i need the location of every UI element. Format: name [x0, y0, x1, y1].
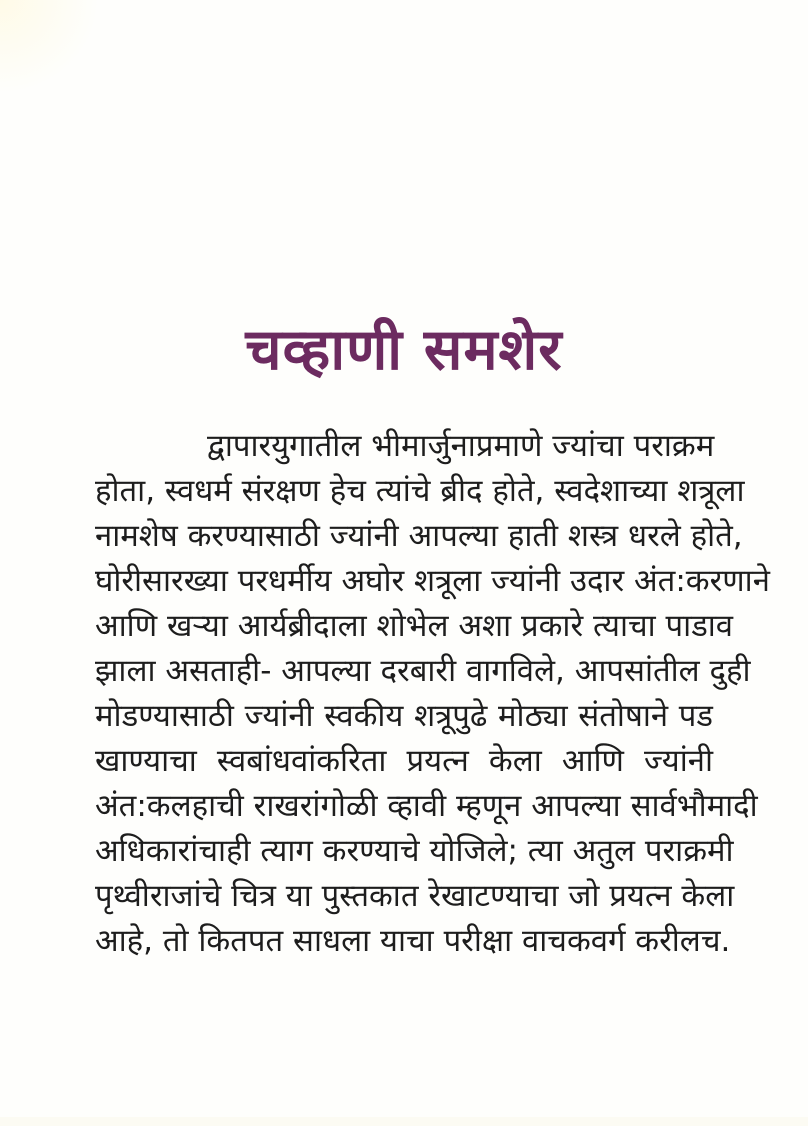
- paragraph-line: अधिकारांचाही त्याग करण्याचे योजिले; त्या अतुल पराक्रमी: [95, 833, 734, 869]
- scan-artifact: [0, 0, 100, 95]
- page-title: चव्हाणी समशेर: [245, 317, 563, 383]
- paragraph-line: द्वापारयुगातील भीमार्जुनाप्रमाणे ज्यांचा पराक्रम: [207, 428, 715, 464]
- paragraph-line: घोरीसारख्या परधर्मीय अघोर शत्रूला ज्यांनी उदार अंत:करणाने: [95, 563, 770, 599]
- paragraph-line: अंत:कलहाची राखरांगोळी व्हावी म्हणून आपल्या सार्वभौमादी: [95, 788, 758, 824]
- paragraph-line: मोडण्यासाठी ज्यांनी स्वकीय शत्रूपुढे मोठ्या संतोषाने पड: [95, 698, 713, 734]
- paragraph-line: झाला असताही- आपल्या दरबारी वागविले, आपसांतील दुही: [95, 653, 751, 689]
- paragraph-line: नामशेष करण्यासाठी ज्यांनी आपल्या हाती शस्त्र धरले होते,: [95, 518, 743, 554]
- paragraph-line: पृथ्वीराजांचे चित्र या पुस्तकात रेखाटण्याचा जो प्रयत्न केला: [95, 878, 735, 914]
- scan-artifact: [0, 1117, 808, 1126]
- body-paragraph: [95, 424, 770, 964]
- paragraph-line: आणि खऱ्या आर्यब्रीदाला शोभेल अशा प्रकारे त्याचा पाडाव: [95, 608, 734, 644]
- paragraph-line: खाण्याचा स्वबांधवांकरिता प्रयत्न केला आणि ज्यांनी: [95, 743, 713, 779]
- paragraph-line: होता, स्वधर्म संरक्षण हेच त्यांचे ब्रीद होते, स्वदेशाच्या शत्रूला: [95, 473, 745, 509]
- paragraph-line: आहे, तो कितपत साधला याचा परीक्षा वाचकवर्ग करीलच.: [95, 923, 731, 959]
